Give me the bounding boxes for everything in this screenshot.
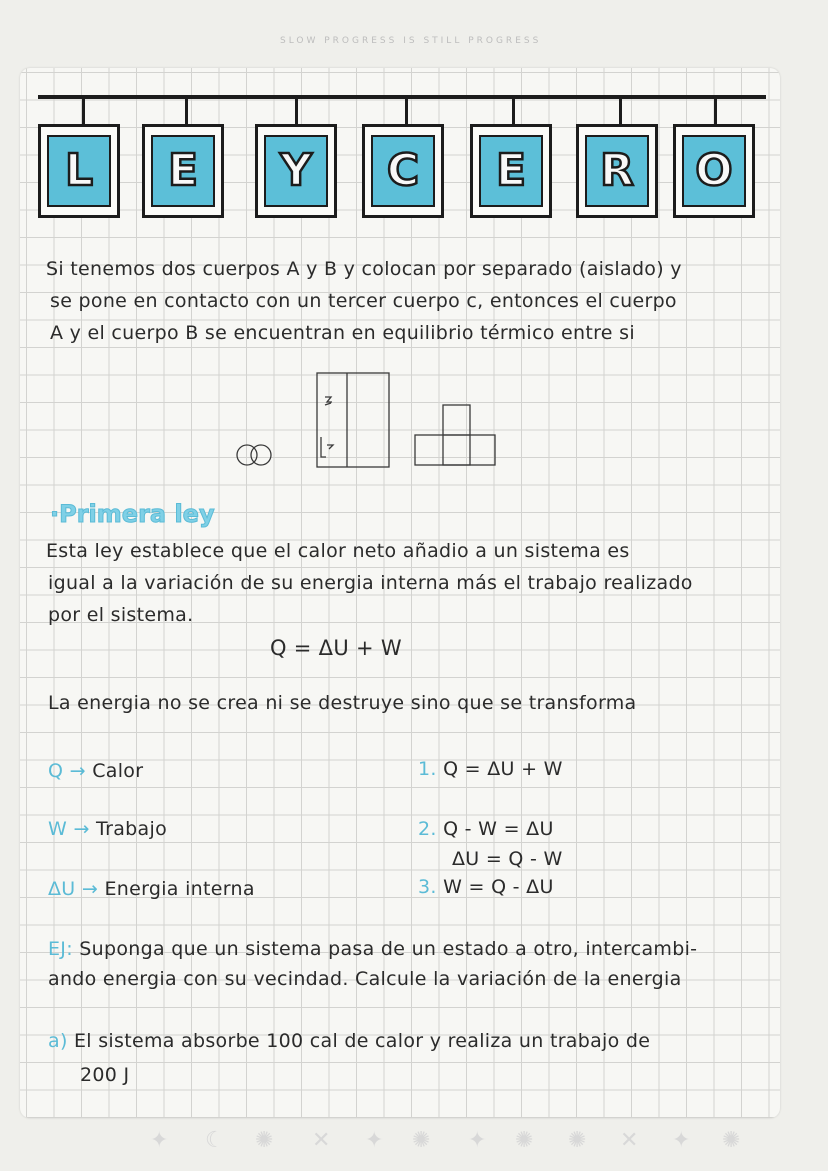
banner-string <box>185 97 188 127</box>
equation-3 <box>418 876 554 898</box>
title-letter: O <box>695 145 733 196</box>
title-tile-1 <box>38 124 120 218</box>
equation-number: 2. <box>418 818 437 840</box>
title-tile-6 <box>576 124 658 218</box>
equation-number: 1. <box>418 758 437 780</box>
sun-icon: ✺ <box>568 1128 587 1153</box>
banner-string <box>619 97 622 127</box>
title-tile-7 <box>673 124 755 218</box>
sketch-drawings <box>225 365 505 475</box>
sparkle-icon: ✕ <box>620 1128 639 1153</box>
exercise-item-label: a) <box>48 1030 68 1052</box>
section-bullet: · <box>50 500 60 528</box>
equation-expr: Q = ΔU + W <box>443 758 563 780</box>
title-letter: R <box>600 145 634 196</box>
equation-1 <box>418 758 563 780</box>
sketch-mark-bottom <box>321 437 333 457</box>
definition-du <box>48 878 255 900</box>
principle-text: La energia no se crea ni se destruye sino que se transforma <box>48 692 637 714</box>
exercise-item-text: El sistema absorbe 100 cal de calor y realiza un trabajo de <box>74 1030 651 1052</box>
title-letter: E <box>167 145 199 196</box>
banner-string <box>714 97 717 127</box>
title-letter: E <box>495 145 527 196</box>
banner-rod <box>38 95 766 99</box>
def-symbol: W <box>48 818 68 840</box>
star-icon: ✦ <box>365 1128 384 1153</box>
star-icon: ✦ <box>150 1128 169 1153</box>
title-letter: Y <box>280 145 312 196</box>
def-symbol: ΔU <box>48 878 76 900</box>
moon-icon: ☾ <box>205 1128 225 1153</box>
def-meaning: Trabajo <box>96 818 167 840</box>
header-print: SLOW PROGRESS IS STILL PROGRESS <box>280 36 542 46</box>
sketch-mark-top <box>325 397 332 405</box>
section-line-3: por el sistema. <box>48 604 194 626</box>
intro-line-2: se pone en contacto con un tercer cuerpo c, entonces el cuerpo <box>50 290 677 312</box>
banner-string <box>405 97 408 127</box>
equation-2 <box>418 818 554 840</box>
exercise-item-line-2: 200 J <box>80 1064 130 1086</box>
title-tile-4 <box>362 124 444 218</box>
sketch-circle-right <box>251 445 271 465</box>
formula: Q = ΔU + W <box>270 636 402 660</box>
sun-icon: ✺ <box>515 1128 534 1153</box>
title-letter: L <box>64 145 94 196</box>
star-icon: ✦ <box>672 1128 691 1153</box>
intro-line-1: Si tenemos dos cuerpos A y B y colocan por separado (aislado) y <box>46 258 682 280</box>
section-line-1: Esta ley establece que el calor neto añadio a un sistema es <box>46 540 630 562</box>
sketch-tall-box <box>317 373 389 467</box>
sun-icon: ✺ <box>255 1128 274 1153</box>
equation-2b <box>452 848 563 870</box>
exercise-text: Suponga que un sistema pasa de un estado a otro, intercambi- <box>79 938 698 960</box>
title-letter: C <box>386 145 420 196</box>
title-tile-3 <box>255 124 337 218</box>
title-tile-2 <box>142 124 224 218</box>
equation-expr: Q - W = ΔU <box>443 818 554 840</box>
exercise-line-2: ando energia con su vecindad. Calcule la variación de la energia <box>48 968 682 990</box>
exercise-line-1 <box>48 938 697 960</box>
equation-number: 3. <box>418 876 437 898</box>
sun-icon: ✺ <box>412 1128 431 1153</box>
definition-q <box>48 760 143 782</box>
sun-icon: ✺ <box>722 1128 741 1153</box>
banner-string <box>295 97 298 127</box>
title-tile-5 <box>470 124 552 218</box>
exercise-label: EJ: <box>48 938 73 960</box>
banner-string <box>82 97 85 127</box>
def-symbol: Q <box>48 760 64 782</box>
arrow-icon: → <box>69 760 86 782</box>
equation-expr: W = Q - ΔU <box>443 876 554 898</box>
definition-w <box>48 818 167 840</box>
section-title <box>50 500 215 528</box>
intro-line-3: A y el cuerpo B se encuentran en equilibrio térmico entre si <box>50 322 635 344</box>
banner-string <box>512 97 515 127</box>
def-meaning: Calor <box>92 760 144 782</box>
sparkle-icon: ✕ <box>312 1128 331 1153</box>
arrow-icon: → <box>73 818 90 840</box>
section-title-text: Primera ley <box>59 500 215 528</box>
def-meaning: Energia interna <box>104 878 255 900</box>
arrow-icon: → <box>81 878 99 900</box>
star-icon: ✦ <box>468 1128 487 1153</box>
exercise-item-line-1 <box>48 1030 650 1052</box>
sketch-base <box>415 435 495 465</box>
section-line-2: igual a la variación de su energia interna más el trabajo realizado <box>48 572 693 594</box>
equation-expr: ΔU = Q - W <box>452 848 563 870</box>
